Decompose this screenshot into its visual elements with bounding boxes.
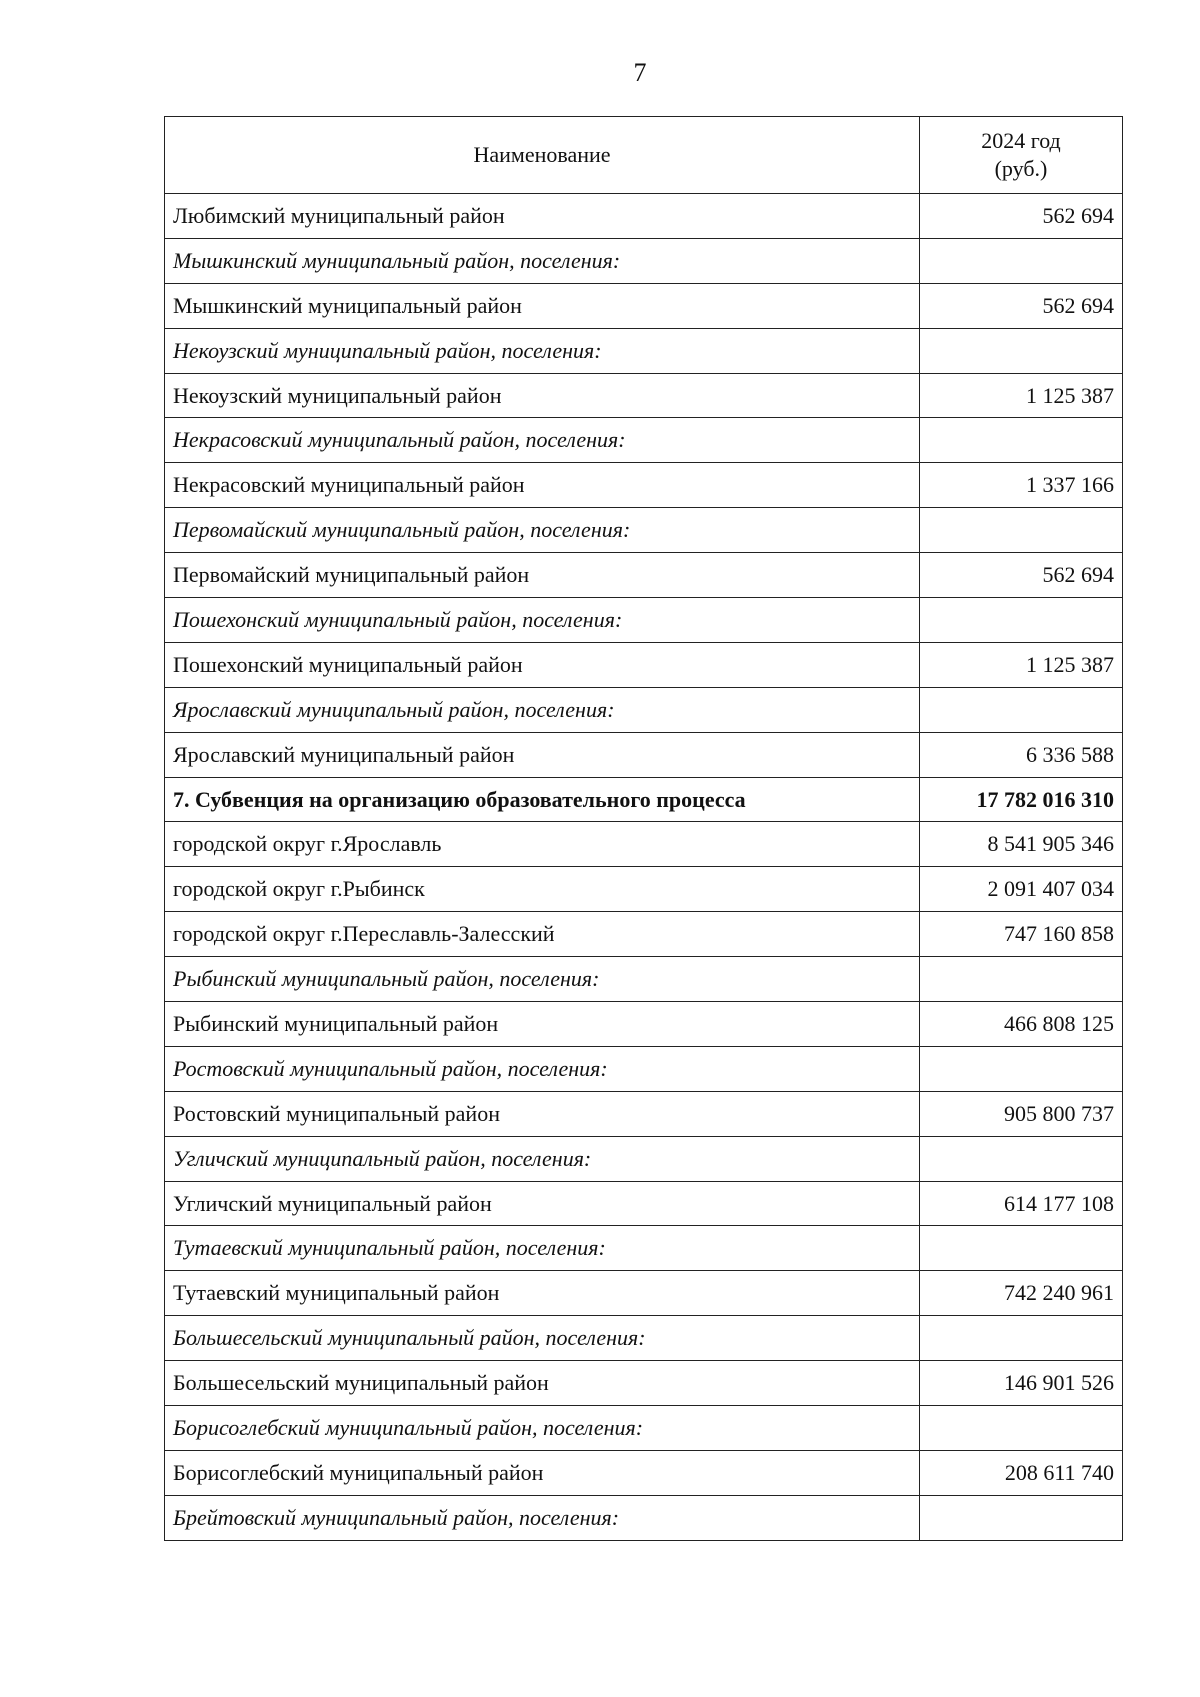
row-name-cell: Рыбинский муниципальный район [165, 1002, 920, 1047]
row-name-cell: 7. Субвенция на организацию образовательного процесса [165, 777, 920, 822]
row-value-cell: 562 694 [920, 283, 1123, 328]
table-row [165, 463, 1123, 508]
table-row [165, 1226, 1123, 1271]
row-name-cell: городской округ г.Ярославль [165, 822, 920, 867]
table-header-row [165, 117, 1123, 194]
row-name-cell: городской округ г.Переславль-Залесский [165, 912, 920, 957]
row-name-cell: городской округ г.Рыбинск [165, 867, 920, 912]
table-row [165, 1002, 1123, 1047]
row-value-cell: 562 694 [920, 194, 1123, 239]
table-row [165, 373, 1123, 418]
row-name-cell: Угличский муниципальный район [165, 1181, 920, 1226]
row-name-cell: Некоузский муниципальный район [165, 373, 920, 418]
table-row [165, 1046, 1123, 1091]
row-name-cell: Брейтовский муниципальный район, поселения: [165, 1495, 920, 1540]
row-value-cell: 747 160 858 [920, 912, 1123, 957]
row-name-cell: Некрасовский муниципальный район [165, 463, 920, 508]
table-row [165, 553, 1123, 598]
row-value-cell [920, 687, 1123, 732]
row-value-cell: 466 808 125 [920, 1002, 1123, 1047]
row-value-cell: 1 125 387 [920, 373, 1123, 418]
table-row [165, 1495, 1123, 1540]
row-name-cell: Ростовский муниципальный район [165, 1091, 920, 1136]
row-value-cell [920, 238, 1123, 283]
table-row [165, 283, 1123, 328]
table-row [165, 418, 1123, 463]
row-name-cell: Любимский муниципальный район [165, 194, 920, 239]
column-header-unit: (руб.) [994, 156, 1048, 181]
row-value-cell [920, 1495, 1123, 1540]
row-name-cell: Пошехонский муниципальный район [165, 642, 920, 687]
row-value-cell [920, 1136, 1123, 1181]
row-name-cell: Некоузский муниципальный район, поселения: [165, 328, 920, 373]
table-row [165, 1136, 1123, 1181]
row-value-cell: 1 337 166 [920, 463, 1123, 508]
row-value-cell [920, 957, 1123, 1002]
row-value-cell: 6 336 588 [920, 732, 1123, 777]
row-name-cell: Ростовский муниципальный район, поселения: [165, 1046, 920, 1091]
table-row [165, 1361, 1123, 1406]
row-value-cell [920, 508, 1123, 553]
row-name-cell: Пошехонский муниципальный район, поселения: [165, 598, 920, 643]
table-row [165, 1271, 1123, 1316]
table-row [165, 1450, 1123, 1495]
row-value-cell [920, 1226, 1123, 1271]
column-header-year: 2024 год [981, 128, 1061, 153]
row-name-cell: Некрасовский муниципальный район, поселения: [165, 418, 920, 463]
table-row [165, 777, 1123, 822]
row-name-cell: Первомайский муниципальный район [165, 553, 920, 598]
row-name-cell: Большесельский муниципальный район, поселения: [165, 1316, 920, 1361]
table-row [165, 687, 1123, 732]
table-row [165, 598, 1123, 643]
row-name-cell: Тутаевский муниципальный район [165, 1271, 920, 1316]
row-name-cell: Угличский муниципальный район, поселения: [165, 1136, 920, 1181]
table-row [165, 194, 1123, 239]
row-name-cell: Мышкинский муниципальный район [165, 283, 920, 328]
table-row [165, 1181, 1123, 1226]
row-value-cell [920, 328, 1123, 373]
table-row [165, 732, 1123, 777]
table-row [165, 328, 1123, 373]
column-header-name: Наименование [165, 117, 920, 194]
table-body [165, 194, 1123, 1541]
row-value-cell [920, 1316, 1123, 1361]
row-value-cell: 742 240 961 [920, 1271, 1123, 1316]
table-row [165, 1091, 1123, 1136]
row-value-cell [920, 1406, 1123, 1451]
row-value-cell [920, 418, 1123, 463]
row-value-cell: 17 782 016 310 [920, 777, 1123, 822]
row-name-cell: Борисоглебский муниципальный район, поселения: [165, 1406, 920, 1451]
table-row [165, 238, 1123, 283]
table-row [165, 912, 1123, 957]
row-name-cell: Большесельский муниципальный район [165, 1361, 920, 1406]
table-row [165, 1316, 1123, 1361]
row-value-cell: 2 091 407 034 [920, 867, 1123, 912]
row-name-cell: Борисоглебский муниципальный район [165, 1450, 920, 1495]
table-row [165, 957, 1123, 1002]
table-row [165, 1406, 1123, 1451]
row-name-cell: Рыбинский муниципальный район, поселения: [165, 957, 920, 1002]
row-value-cell: 208 611 740 [920, 1450, 1123, 1495]
budget-table [164, 116, 1123, 1541]
table-row [165, 867, 1123, 912]
row-value-cell: 562 694 [920, 553, 1123, 598]
row-value-cell: 1 125 387 [920, 642, 1123, 687]
row-value-cell: 146 901 526 [920, 1361, 1123, 1406]
row-value-cell: 905 800 737 [920, 1091, 1123, 1136]
column-header-value [920, 117, 1123, 194]
table-row [165, 822, 1123, 867]
row-value-cell: 8 541 905 346 [920, 822, 1123, 867]
row-name-cell: Первомайский муниципальный район, поселения: [165, 508, 920, 553]
row-name-cell: Тутаевский муниципальный район, поселения: [165, 1226, 920, 1271]
row-name-cell: Мышкинский муниципальный район, поселения: [165, 238, 920, 283]
row-name-cell: Ярославский муниципальный район, поселения: [165, 687, 920, 732]
row-value-cell [920, 598, 1123, 643]
row-value-cell [920, 1046, 1123, 1091]
row-name-cell: Ярославский муниципальный район [165, 732, 920, 777]
table-row [165, 642, 1123, 687]
row-value-cell: 614 177 108 [920, 1181, 1123, 1226]
table-row [165, 508, 1123, 553]
page-number: 7 [633, 58, 647, 87]
